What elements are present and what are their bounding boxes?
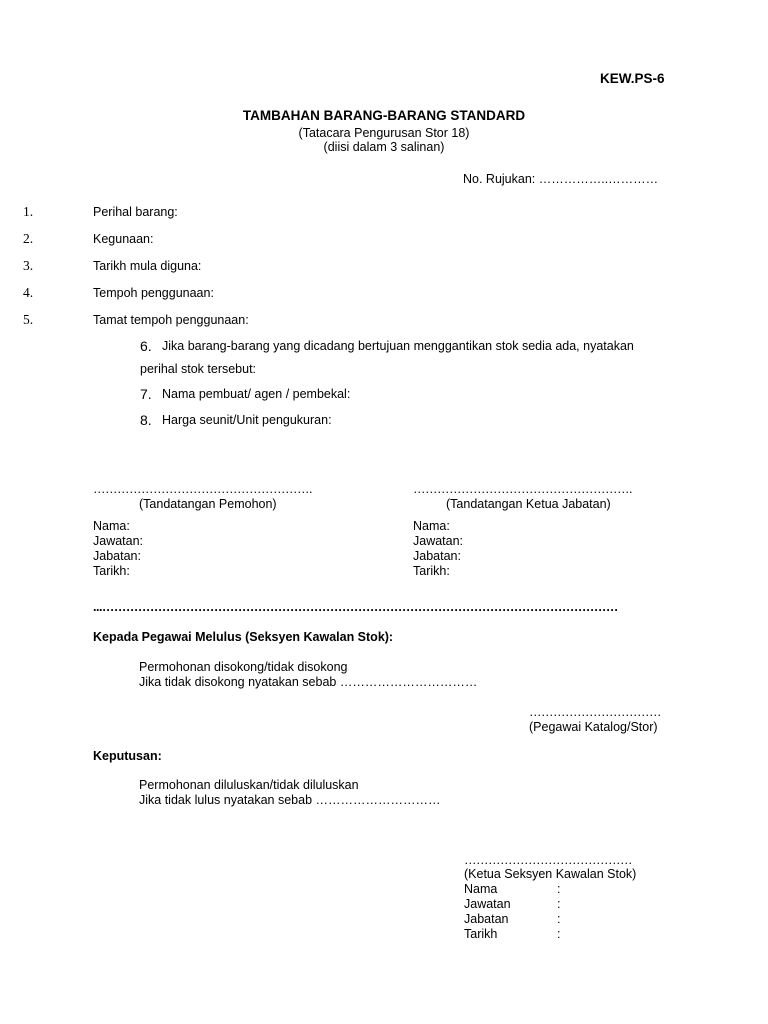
decision-heading: Keputusan: <box>93 749 162 763</box>
applicant-field-position: Jawatan: <box>93 534 144 548</box>
field-colon: : <box>557 882 561 896</box>
item-6-line2: perihal stok tersebut: <box>140 362 257 376</box>
item-8-label: Harga seunit/Unit pengukuran: <box>162 413 332 427</box>
item-label: Tarikh mula diguna: <box>93 259 202 273</box>
support-line-1: Permohonan disokong/tidak disokong <box>139 660 348 674</box>
applicant-field-name: Nama: <box>93 519 130 533</box>
field-colon: : <box>557 927 561 941</box>
item-7-label: Nama pembuat/ agen / pembekal: <box>162 387 351 401</box>
item-number: 1. <box>23 204 34 219</box>
form-subtitle-2: (diisi dalam 3 salinan) <box>323 140 445 154</box>
support-statement <box>139 660 477 690</box>
hod-field-position: Jawatan: <box>413 534 464 548</box>
applicant-field-department: Jabatan: <box>93 549 141 563</box>
field-colon: : <box>557 912 561 926</box>
item-label: Tamat tempoh penggunaan: <box>93 313 249 327</box>
field-label: Nama <box>464 882 498 896</box>
section-divider: ...………………………………………………………………………………………………………………… <box>93 600 618 614</box>
item-number: 4. <box>23 285 34 300</box>
decision-statement <box>139 778 441 808</box>
decision-line-1: Permohonan diluluskan/tidak diluluskan <box>139 778 359 792</box>
form-title: TAMBAHAN BARANG-BARANG STANDARD <box>242 108 526 123</box>
hod-field-department: Jabatan: <box>413 549 461 563</box>
section-head-caption: (Ketua Seksyen Kawalan Stok) <box>464 867 637 881</box>
catalog-officer-caption: (Pegawai Katalog/Stor) <box>529 720 658 734</box>
item-label: Tempoh penggunaan: <box>93 286 214 300</box>
item-number: 3. <box>23 258 34 273</box>
approving-officer-heading: Kepada Pegawai Melulus (Seksyen Kawalan Stok): <box>93 630 394 644</box>
decision-line-2: Jika tidak lulus nyatakan sebab ………………………… <box>139 793 441 807</box>
form-code: KEW.PS-6 <box>600 71 665 86</box>
item-number: 5. <box>23 312 34 327</box>
section-head-fields <box>464 882 560 942</box>
applicant-signature-line: ………………………………………………. <box>93 482 312 496</box>
section-head-field-row <box>464 882 560 897</box>
hod-field-date: Tarikh: <box>413 564 450 578</box>
item-number: 2. <box>23 231 34 246</box>
item-8-number: 8. <box>140 412 152 428</box>
section-head-signature-line: …………………………………… <box>464 853 632 867</box>
field-colon: : <box>557 897 561 911</box>
field-label: Tarikh <box>464 927 498 941</box>
applicant-fields <box>93 519 143 579</box>
field-label: Jabatan <box>464 912 509 926</box>
form-subtitle-1: (Tatacara Pengurusan Stor 18) <box>298 126 470 140</box>
item-6-line1: Jika barang-barang yang dicadang bertujuan menggantikan stok sedia ada, nyatakan <box>162 339 634 353</box>
catalog-officer-signature-line: …………………………… <box>529 705 661 719</box>
applicant-field-date: Tarikh: <box>93 564 130 578</box>
head-of-department-signature-line: ………………………………………………. <box>413 482 632 496</box>
support-line-2: Jika tidak disokong nyatakan sebab …………………………… <box>139 675 478 689</box>
applicant-signature-caption: (Tandatangan Pemohon) <box>139 497 277 511</box>
hod-field-name: Nama: <box>413 519 450 533</box>
item-label: Perihal barang: <box>93 205 178 219</box>
reference-number: No. Rujukan: ……………..………… <box>463 172 659 186</box>
section-head-field-row <box>464 897 560 912</box>
item-6-number: 6. <box>140 338 152 354</box>
head-of-department-signature-caption: (Tandatangan Ketua Jabatan) <box>446 497 611 511</box>
section-head-field-row <box>464 927 560 942</box>
head-of-department-fields <box>413 519 463 579</box>
section-head-field-row <box>464 912 560 927</box>
field-label: Jawatan <box>464 897 511 911</box>
item-label: Kegunaan: <box>93 232 154 246</box>
item-7-number: 7. <box>140 386 152 402</box>
